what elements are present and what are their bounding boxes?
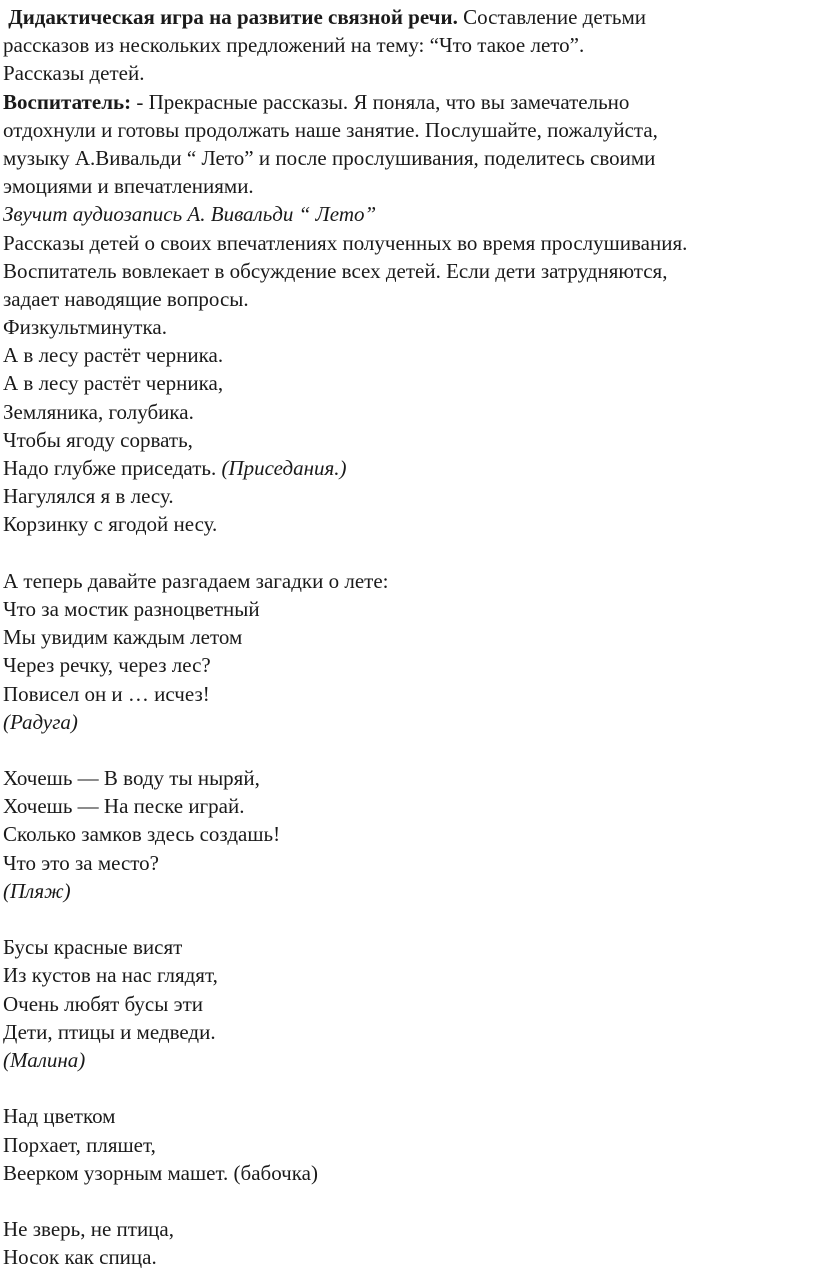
riddle-1-line-1: Что за мостик разноцветный bbox=[3, 596, 260, 621]
riddle-3-line-4: Дети, птицы и медведи. bbox=[3, 1019, 216, 1044]
teacher-line-4: эмоциями и впечатлениями. bbox=[3, 174, 254, 199]
riddle-2-line-4: Что это за место? bbox=[3, 850, 160, 875]
discussion-line-3: задает наводящие вопросы. bbox=[3, 286, 249, 311]
exercise-line-6: Нагулялся я в лесу. bbox=[3, 484, 174, 509]
riddle-1-line-3: Через речку, через лес? bbox=[3, 653, 211, 678]
riddle-4-line-3: Веерком узорным машет. (бабочка) bbox=[3, 1160, 318, 1185]
spacer bbox=[3, 539, 813, 567]
teacher-line-3: музыку А.Вивальди “ Лето” и после прослушивания, поделитесь своими bbox=[3, 145, 656, 170]
teacher-text: - Прекрасные рассказы. Я поняла, что вы замечательно bbox=[131, 89, 630, 114]
intro-line-2: рассказов из нескольких предложений на тему: “Что такое лето”. bbox=[3, 33, 585, 58]
riddle-4-line-2: Порхает, пляшет, bbox=[3, 1132, 156, 1157]
riddle-1-answer: (Радуга) bbox=[3, 709, 78, 734]
exercise-line-5: Надо глубже приседать. (Приседания.) bbox=[3, 456, 347, 480]
discussion-line-2: Воспитатель вовлекает в обсуждение всех детей. Если дети затрудняются, bbox=[3, 258, 668, 283]
intro-line-1 bbox=[3, 3, 813, 31]
riddle-2-line-3: Сколько замков здесь создашь! bbox=[3, 822, 281, 847]
riddle-3-line-2: Из кустов на нас глядят, bbox=[3, 963, 218, 988]
intro-text: Составление детьми bbox=[457, 5, 646, 29]
game-title: Дидактическая игра на развитие связной речи. bbox=[8, 5, 458, 29]
intro-line-3: Рассказы детей. bbox=[3, 61, 145, 86]
spacer bbox=[3, 1074, 813, 1102]
riddle-3-line-1: Бусы красные висят bbox=[3, 935, 183, 960]
spacer bbox=[3, 736, 813, 764]
spacer bbox=[3, 1187, 813, 1215]
riddle-3-answer: (Малина) bbox=[3, 1047, 86, 1072]
discussion-line-1: Рассказы детей о своих впечатлениях полученных во время прослушивания. bbox=[3, 230, 688, 255]
exercise-line-2: А в лесу растёт черника, bbox=[3, 371, 224, 396]
exercise-title: Физкультминутка. bbox=[3, 315, 167, 340]
exercise-line-1: А в лесу растёт черника. bbox=[3, 343, 224, 368]
audio-note: Звучит аудиозапись А. Вивальди “ Лето” bbox=[3, 202, 377, 227]
exercise-line-4: Чтобы ягоду сорвать, bbox=[3, 427, 193, 452]
riddle-3-line-3: Очень любят бусы эти bbox=[3, 991, 204, 1016]
teacher-line-1 bbox=[3, 88, 813, 116]
speaker-label: Воспитатель: bbox=[3, 89, 132, 114]
riddle-1-line-4: Повисел он и … исчез! bbox=[3, 681, 210, 706]
teacher-line-2: отдохнули и готовы продолжать наше занятие. Послушайте, пожалуйста, bbox=[3, 117, 658, 142]
spacer bbox=[3, 905, 813, 933]
riddle-2-answer: (Пляж) bbox=[3, 878, 71, 903]
riddle-2-line-1: Хочешь — В воду ты ныряй, bbox=[3, 766, 260, 791]
riddle-5-line-2: Носок как спица. bbox=[3, 1245, 157, 1270]
riddle-4-line-1: Над цветком bbox=[3, 1104, 116, 1129]
exercise-note: (Приседания.) bbox=[216, 456, 347, 480]
exercise-line-7: Корзинку с ягодой несу. bbox=[3, 512, 218, 537]
riddle-5-line-1: Не зверь, не птица, bbox=[3, 1217, 174, 1242]
riddles-intro: А теперь давайте разгадаем загадки о лете: bbox=[3, 568, 389, 593]
riddle-1-line-2: Мы увидим каждым летом bbox=[3, 625, 243, 650]
exercise-line-3: Земляника, голубика. bbox=[3, 399, 194, 424]
riddle-2-line-2: Хочешь — На песке играй. bbox=[3, 794, 245, 819]
